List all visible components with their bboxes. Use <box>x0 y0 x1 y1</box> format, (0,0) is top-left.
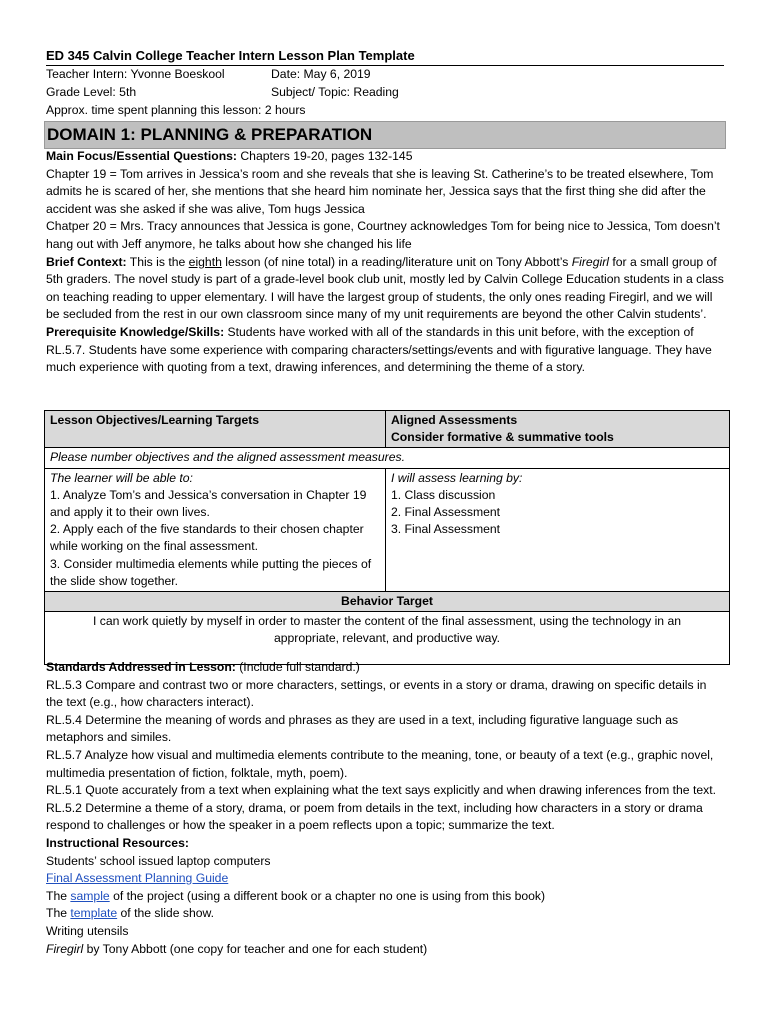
resource-sample <box>46 888 724 906</box>
standards-label: Standards Addressed in Lesson: <box>46 660 236 674</box>
objectives-table <box>44 410 730 665</box>
assessment-item: 3. Final Assessment <box>391 522 501 537</box>
document-title: ED 345 Calvin College Teacher Intern Lesson Plan Template <box>46 48 724 66</box>
assess-intro <box>391 470 724 487</box>
objectives-row <box>45 468 730 591</box>
resource-planning-guide <box>46 870 724 888</box>
resource-book <box>46 941 724 959</box>
resource-writing: Writing utensils <box>46 923 129 938</box>
objectives-cell <box>45 468 386 591</box>
brief-context-text-1: This is the <box>126 254 189 269</box>
standards-section <box>46 659 724 958</box>
grade-level: Grade Level: 5th <box>46 85 137 99</box>
standard-item: RL.5.3 Compare and contrast two or more characters, settings, or events in a story or drama, drawing on specific details in the text (e.g., how characters interact). <box>46 677 707 710</box>
assessments-cell <box>386 468 730 591</box>
chapter-19-summary: Chapter 19 = Tom arrives in Jessica’s room and she reveals that she is leaving St. Catherine’s to be treated elsewhere, Tom admits he is scared of her, she mentions that she heard him nominate her, Jessica says that the first thing she did after the accident was she asked if she was alive, Tom hugs Jessica <box>46 166 714 216</box>
objective-item: 1. Analyze Tom’s and Jessica’s conversation in Chapter 19 and apply it to their own lives. <box>50 487 367 520</box>
instruction-text: Please number objectives and the aligned assessment measures. <box>50 450 405 465</box>
standard-item: RL.5.7 Analyze how visual and multimedia elements contribute to the meaning, tone, or beauty of a text (e.g., graphic novel, multimedia presentation of fiction, folktale, myth, poem). <box>46 747 714 780</box>
prerequisite-label: Prerequisite Knowledge/Skills: <box>46 324 225 339</box>
standard-item: RL.5.2 Determine a theme of a story, drama, or poem from details in the text, including how characters in a story or drama respond to challenges or how the speaker in a poem reflects upon a topic; summarize the text. <box>46 800 703 833</box>
resources-heading <box>46 835 724 853</box>
sample-post: of the project (using a different book or a chapter no one is using from this book) <box>109 888 546 903</box>
resource-book-title: Firegirl <box>46 941 84 956</box>
standards-heading <box>46 659 724 677</box>
resource-laptops: Students’ school issued laptop computers <box>46 853 271 868</box>
brief-context-text-2: lesson (of nine total) in a reading/literature unit on Tony Abbott’s <box>221 254 572 269</box>
prerequisite <box>46 324 724 377</box>
lesson-date: Date: May 6, 2019 <box>271 67 371 81</box>
brief-context-label: Brief Context: <box>46 254 127 269</box>
resource-template <box>46 905 724 923</box>
eighth-word: eighth <box>188 254 222 269</box>
standard-item: RL.5.1 Quote accurately from a text when explaining what the text says explicitly and when drawing inferences from the text. <box>46 783 716 798</box>
assess-intro-text: I will assess learning by: <box>391 470 523 485</box>
assessments-header-sub: Consider formative & summative tools <box>391 430 614 445</box>
resources-label: Instructional Resources: <box>46 835 189 850</box>
behavior-header-row <box>45 592 730 612</box>
behavior-text: I can work quietly by myself in order to master the content of the final assessment, using the technology in an appropriate, relevant, and productive way. <box>45 612 730 665</box>
assessments-header <box>386 411 730 448</box>
objectives-header: Lesson Objectives/Learning Targets <box>45 411 386 448</box>
main-focus <box>46 148 724 166</box>
objectives-header-row <box>45 411 730 448</box>
teacher-intern: Teacher Intern: Yvonne Boeskool <box>46 67 225 81</box>
book-title: Firegirl <box>571 254 609 269</box>
assessment-item: 2. Final Assessment <box>391 505 501 520</box>
assessments-header-title: Aligned Assessments <box>391 413 518 427</box>
behavior-row <box>45 612 730 665</box>
planning-section <box>46 148 724 377</box>
sample-link[interactable]: sample <box>70 888 110 903</box>
subject-topic: Subject/ Topic: Reading <box>271 85 399 99</box>
meta-row-2 <box>46 84 399 102</box>
template-pre: The <box>46 906 71 921</box>
standard-item: RL.5.4 Determine the meaning of words and phrases as they are used in a text, including figurative language such as metaphors and similes. <box>46 712 679 745</box>
main-focus-value: Chapters 19-20, pages 132-145 <box>236 149 413 163</box>
chapter-20-summary: Chatper 20 = Mrs. Tracy announces that Jessica is gone, Courtney acknowledges Tom for being nice to Jessica, Tom doesn’t hang out with Jeff anymore, he talks about how she changed his life <box>46 219 720 251</box>
time-spent: Approx. time spent planning this lesson: 2 hours <box>46 103 306 117</box>
prerequisite-value: Students have worked with all of the standards in this unit before, with the exception of RL.5.7. Students have some experience with comparing characters/settings/events and with figurative language. They have much experience with quoting from a text, drawing inferences, and determining the theme of a story. <box>46 324 712 375</box>
behavior-header: Behavior Target <box>45 592 730 612</box>
brief-context-text-3: for a small group of 5th graders. The novel study is part of a grade-level book club unit, mostly led by Calvin College Education students in a class on teaching reading to upper elementary. I will have the largest group of students, the only ones reading Firegirl, and we will be secluded from the rest in our own classroom since many of my unit requirements are beyond the other Calvin students’. <box>46 254 724 322</box>
template-post: of the slide show. <box>117 906 215 921</box>
learner-intro <box>50 470 380 487</box>
standards-note: (Include full standard.) <box>235 660 360 674</box>
objective-item: 2. Apply each of the five standards to their chosen chapter while working on the final assessment. <box>50 522 364 554</box>
main-focus-label: Main Focus/Essential Questions: <box>46 149 237 163</box>
template-link[interactable]: template <box>70 906 118 921</box>
objective-item: 3. Consider multimedia elements while putting the pieces of the slide show together. <box>50 556 372 588</box>
planning-guide-link[interactable]: Final Assessment Planning Guide <box>46 871 229 886</box>
sample-pre: The <box>46 888 71 903</box>
instruction-row <box>45 448 730 468</box>
learner-intro-text: The learner will be able to: <box>50 470 193 485</box>
brief-context <box>46 254 724 324</box>
meta-row-1 <box>46 66 371 84</box>
resource-book-rest: by Tony Abbott (one copy for teacher and one for each student) <box>83 941 428 956</box>
instruction-cell <box>45 448 730 468</box>
domain-heading: DOMAIN 1: PLANNING & PREPARATION <box>44 121 726 149</box>
assessment-item: 1. Class discussion <box>391 487 496 502</box>
